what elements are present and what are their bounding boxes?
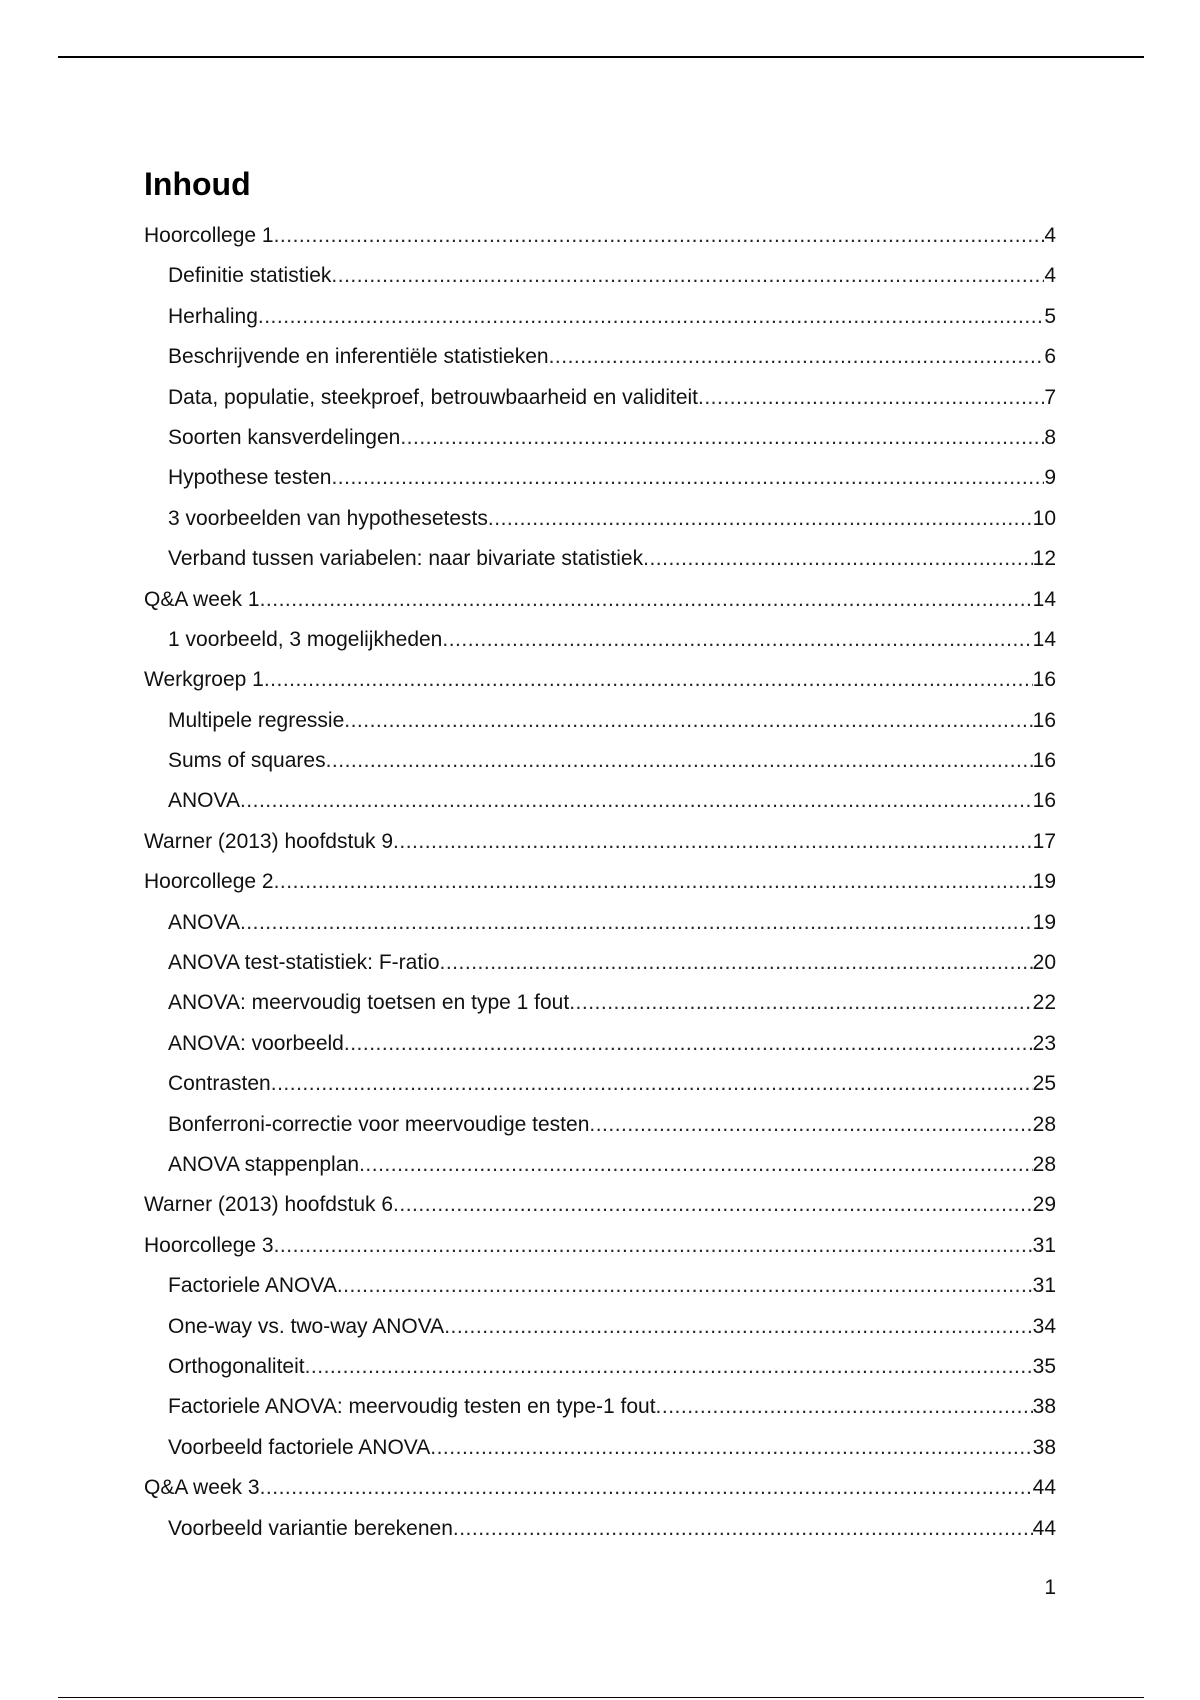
toc-entry[interactable] (144, 216, 1056, 256)
toc-entry-page: 38 (1032, 1435, 1056, 1459)
toc-entry-page: 19 (1032, 910, 1056, 934)
toc-entry[interactable] (144, 701, 1056, 741)
dot-leader (271, 1064, 1033, 1104)
toc-entry-label: Herhaling (168, 304, 258, 328)
toc-entry-page: 31 (1032, 1233, 1056, 1257)
toc-entry-label: ANOVA: voorbeeld (168, 1031, 344, 1055)
toc-entry[interactable] (144, 1266, 1056, 1306)
toc-entry-label: ANOVA stappenplan (168, 1152, 360, 1176)
toc-entry-page: 20 (1032, 951, 1056, 975)
toc-entry-label: ANOVA (168, 910, 240, 934)
dot-leader (643, 539, 1033, 579)
toc-entry-page: 23 (1032, 1031, 1056, 1055)
toc-entry[interactable] (144, 499, 1056, 539)
dot-leader (393, 1185, 1033, 1225)
toc-entry[interactable] (144, 943, 1056, 983)
page-number: 1 (1044, 1576, 1056, 1599)
toc-entry[interactable] (144, 539, 1056, 579)
toc-entry[interactable] (144, 1105, 1056, 1145)
toc-entry[interactable] (144, 1509, 1056, 1549)
toc-entry-label: Hypothese testen (168, 466, 332, 490)
dot-leader (260, 580, 1033, 620)
dot-leader (569, 983, 1032, 1023)
toc-entry[interactable] (144, 1185, 1056, 1225)
toc-entry-page: 35 (1032, 1354, 1056, 1378)
toc-entry-page: 28 (1032, 1152, 1056, 1176)
dot-leader (274, 1226, 1033, 1266)
toc-entry-label: 3 voorbeelden van hypothesetests (168, 506, 488, 530)
dot-leader (453, 1509, 1033, 1549)
dot-leader (393, 822, 1033, 862)
toc-entry[interactable] (144, 297, 1056, 337)
toc-entry-page: 44 (1032, 1516, 1056, 1540)
toc-entry-page: 16 (1032, 789, 1056, 813)
dot-leader (264, 660, 1033, 700)
toc-entry[interactable] (144, 903, 1056, 943)
toc-entry-page: 28 (1032, 1112, 1056, 1136)
toc-entry-label: Factoriele ANOVA (168, 1274, 337, 1298)
toc-entry-page: 6 (1044, 345, 1056, 369)
toc-entry-label: ANOVA: meervoudig toetsen en type 1 fout (168, 991, 570, 1015)
dot-leader (488, 499, 1033, 539)
toc-entry-label: Warner (2013) hoofdstuk 9 (144, 829, 394, 853)
dot-leader (400, 418, 1044, 458)
dot-leader (274, 862, 1033, 902)
dot-leader (698, 378, 1044, 418)
toc-entry-page: 4 (1044, 224, 1056, 247)
toc-entry-page: 7 (1044, 385, 1056, 409)
toc-entry-label: Q&A week 1 (144, 587, 260, 611)
toc-entry-label: 1 voorbeeld, 3 mogelijkheden (168, 627, 443, 651)
toc-entry-page: 16 (1032, 749, 1056, 773)
toc-title: Inhoud (144, 166, 251, 202)
dot-leader (442, 620, 1032, 660)
toc-entry-label: Warner (2013) hoofdstuk 6 (144, 1193, 394, 1217)
dot-leader (240, 781, 1033, 821)
toc-entry-page: 4 (1044, 264, 1056, 288)
dot-leader (326, 741, 1033, 781)
toc-entry[interactable] (144, 337, 1056, 377)
toc-entry-label: Orthogonaliteit (168, 1354, 305, 1378)
toc-entry[interactable] (144, 378, 1056, 418)
toc-entry[interactable] (144, 580, 1056, 620)
dot-leader (549, 337, 1045, 377)
toc-entry-label: Definitie statistiek (168, 264, 332, 288)
toc-entry-page: 31 (1032, 1274, 1056, 1298)
toc-entry-page: 17 (1032, 829, 1056, 853)
toc-entry-page: 14 (1032, 587, 1056, 611)
dot-leader (444, 1307, 1032, 1347)
toc-entry[interactable] (144, 1064, 1056, 1104)
toc-entry-page: 16 (1032, 668, 1056, 692)
dot-leader (305, 1347, 1033, 1387)
toc-entry-page: 38 (1032, 1395, 1056, 1419)
toc-entry-label: Sums of squares (168, 749, 326, 773)
dot-leader (430, 1428, 1032, 1468)
toc-entry-label: Werkgroep 1 (144, 668, 264, 692)
toc-entry[interactable] (144, 781, 1056, 821)
dot-leader (274, 216, 1045, 256)
toc-entry[interactable] (144, 1024, 1056, 1064)
toc-entry-label: Data, populatie, steekproef, betrouwbaarheid en validiteit (168, 385, 699, 409)
toc-entry-page: 12 (1032, 547, 1056, 571)
toc-entry-label: Voorbeeld variantie berekenen (168, 1516, 453, 1540)
toc-entry-page: 44 (1032, 1476, 1056, 1500)
toc-entry-page: 34 (1032, 1314, 1056, 1338)
toc-entry[interactable] (144, 1145, 1056, 1185)
toc-entry-label: Bonferroni-correctie voor meervoudige testen (168, 1112, 590, 1136)
toc-entry-page: 25 (1032, 1072, 1056, 1096)
dot-leader (258, 297, 1044, 337)
toc-entry[interactable] (144, 822, 1056, 862)
dot-leader (344, 1024, 1033, 1064)
toc-entry[interactable] (144, 862, 1056, 902)
toc-entry-page: 10 (1032, 506, 1056, 530)
toc-entry-label: Beschrijvende en inferentiële statistieken (168, 345, 549, 369)
toc-entry-label: Voorbeeld factoriele ANOVA (168, 1435, 431, 1459)
toc-entry-label: Contrasten (168, 1072, 271, 1096)
toc-entry[interactable] (144, 1468, 1056, 1508)
toc-entry[interactable] (144, 983, 1056, 1023)
dot-leader (331, 256, 1044, 296)
dot-leader (260, 1468, 1033, 1508)
toc-entry[interactable] (144, 620, 1056, 660)
toc-entry[interactable] (144, 1307, 1056, 1347)
toc-entry-label: Soorten kansverdelingen (168, 425, 401, 449)
toc-entry[interactable] (144, 1428, 1056, 1468)
toc-entry[interactable] (144, 418, 1056, 458)
dot-leader (656, 1387, 1033, 1427)
toc-entry-page: 5 (1044, 304, 1056, 328)
toc-entry[interactable] (144, 1387, 1056, 1427)
toc-entry-label: Factoriele ANOVA: meervoudig testen en type-1 fout (168, 1395, 656, 1419)
toc-entry[interactable] (144, 1226, 1056, 1266)
toc-entry-label: Hoorcollege 1 (144, 224, 274, 247)
dot-leader (240, 903, 1033, 943)
dot-leader (589, 1105, 1032, 1145)
toc-entry-page: 29 (1032, 1193, 1056, 1217)
toc-entry-page: 16 (1032, 708, 1056, 732)
toc-entry-label: Verband tussen variabelen: naar bivariate statistiek (168, 547, 644, 571)
toc-entry-page: 19 (1032, 870, 1056, 894)
toc-entry-page: 9 (1044, 466, 1056, 490)
toc-entry-label: Q&A week 3 (144, 1476, 260, 1500)
toc-entry[interactable] (144, 1347, 1056, 1387)
dot-leader (359, 1145, 1033, 1185)
toc-entry-page: 14 (1032, 627, 1056, 651)
toc-entry-label: One-way vs. two-way ANOVA (168, 1314, 445, 1338)
table-of-contents (144, 216, 1056, 1549)
toc-entry[interactable] (144, 458, 1056, 498)
toc-entry-page: 8 (1044, 425, 1056, 449)
dot-leader (344, 701, 1032, 741)
header-rule (58, 56, 1144, 58)
footer-rule (58, 1697, 1144, 1698)
toc-entry-label: ANOVA (168, 789, 240, 813)
toc-entry-label: ANOVA test-statistiek: F-ratio (168, 951, 440, 975)
toc-entry[interactable] (144, 660, 1056, 700)
toc-entry-label: Multipele regressie (168, 708, 345, 732)
dot-leader (331, 458, 1044, 498)
toc-entry-label: Hoorcollege 3 (144, 1233, 274, 1257)
toc-entry[interactable] (144, 741, 1056, 781)
toc-entry-label: Hoorcollege 2 (144, 870, 274, 894)
dot-leader (440, 943, 1033, 983)
toc-entry-page: 22 (1032, 991, 1056, 1015)
toc-entry[interactable] (144, 256, 1056, 296)
dot-leader (337, 1266, 1033, 1306)
